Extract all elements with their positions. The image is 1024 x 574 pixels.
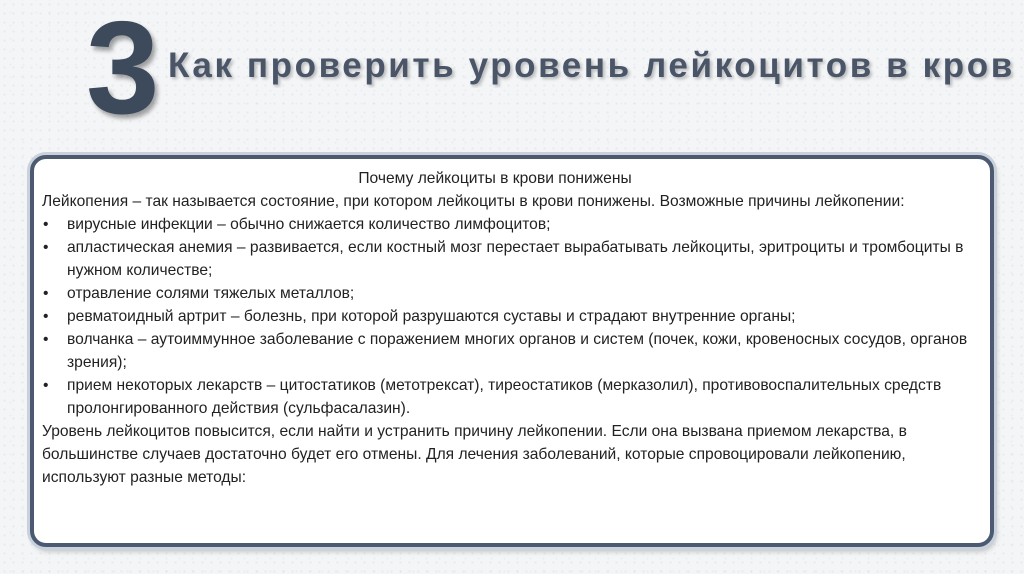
list-item-text: апластическая анемия – развивается, если костный мозг перестает вырабатывать лейкоциты, эритроциты и тромбоциты в нужном количестве;: [67, 239, 964, 279]
slide-title: Как проверить уровень лейкоцитов в кров: [168, 46, 1015, 85]
slide-number: 3: [86, 0, 160, 141]
bullet-icon: •: [43, 285, 49, 302]
list-item-text: вирусные инфекции – обычно снижается количество лимфоцитов;: [67, 216, 551, 233]
content-text: [42, 167, 978, 489]
list-item-text: отравление солями тяжелых металлов;: [67, 285, 355, 302]
bullet-icon: •: [43, 308, 49, 325]
list-item: [42, 213, 978, 236]
bullet-icon: •: [43, 239, 49, 256]
list-item-text: волчанка – аутоиммунное заболевание с поражением многих органов и систем (почек, кожи, кровеносных сосудов, органов зрения);: [67, 331, 968, 371]
list-item-text: ревматоидный артрит – болезнь, при которой разрушаются суставы и страдают внутренние органы;: [67, 308, 796, 325]
content-heading: Почему лейкоциты в крови понижены: [358, 170, 632, 187]
bullet-icon: •: [43, 377, 49, 394]
list-item: [42, 282, 978, 305]
bullet-icon: •: [43, 331, 49, 348]
conclusion-paragraph: Уровень лейкоцитов повысится, если найти и устранить причину лейкопении. Если она вызвана приемом лекарства, в большинстве случаев достаточно будет его отмены. Для лечения заболеваний, которые спровоцировали лейкопению, используют разные методы:: [42, 423, 907, 486]
intro-paragraph: Лейкопения – так называется состояние, при котором лейкоциты в крови понижены. Возможные причины лейкопении:: [42, 193, 905, 210]
list-item: [42, 328, 978, 374]
list-item: [42, 374, 978, 420]
list-item-text: прием некоторых лекарств – цитостатиков (метотрексат), тиреостатиков (мерказолил), противовоспалительных средств пролонгированного действия (сульфасалазин).: [67, 377, 942, 417]
list-item: [42, 305, 978, 328]
bullet-icon: •: [43, 216, 49, 233]
content-box: [30, 155, 994, 547]
list-item: [42, 236, 978, 282]
